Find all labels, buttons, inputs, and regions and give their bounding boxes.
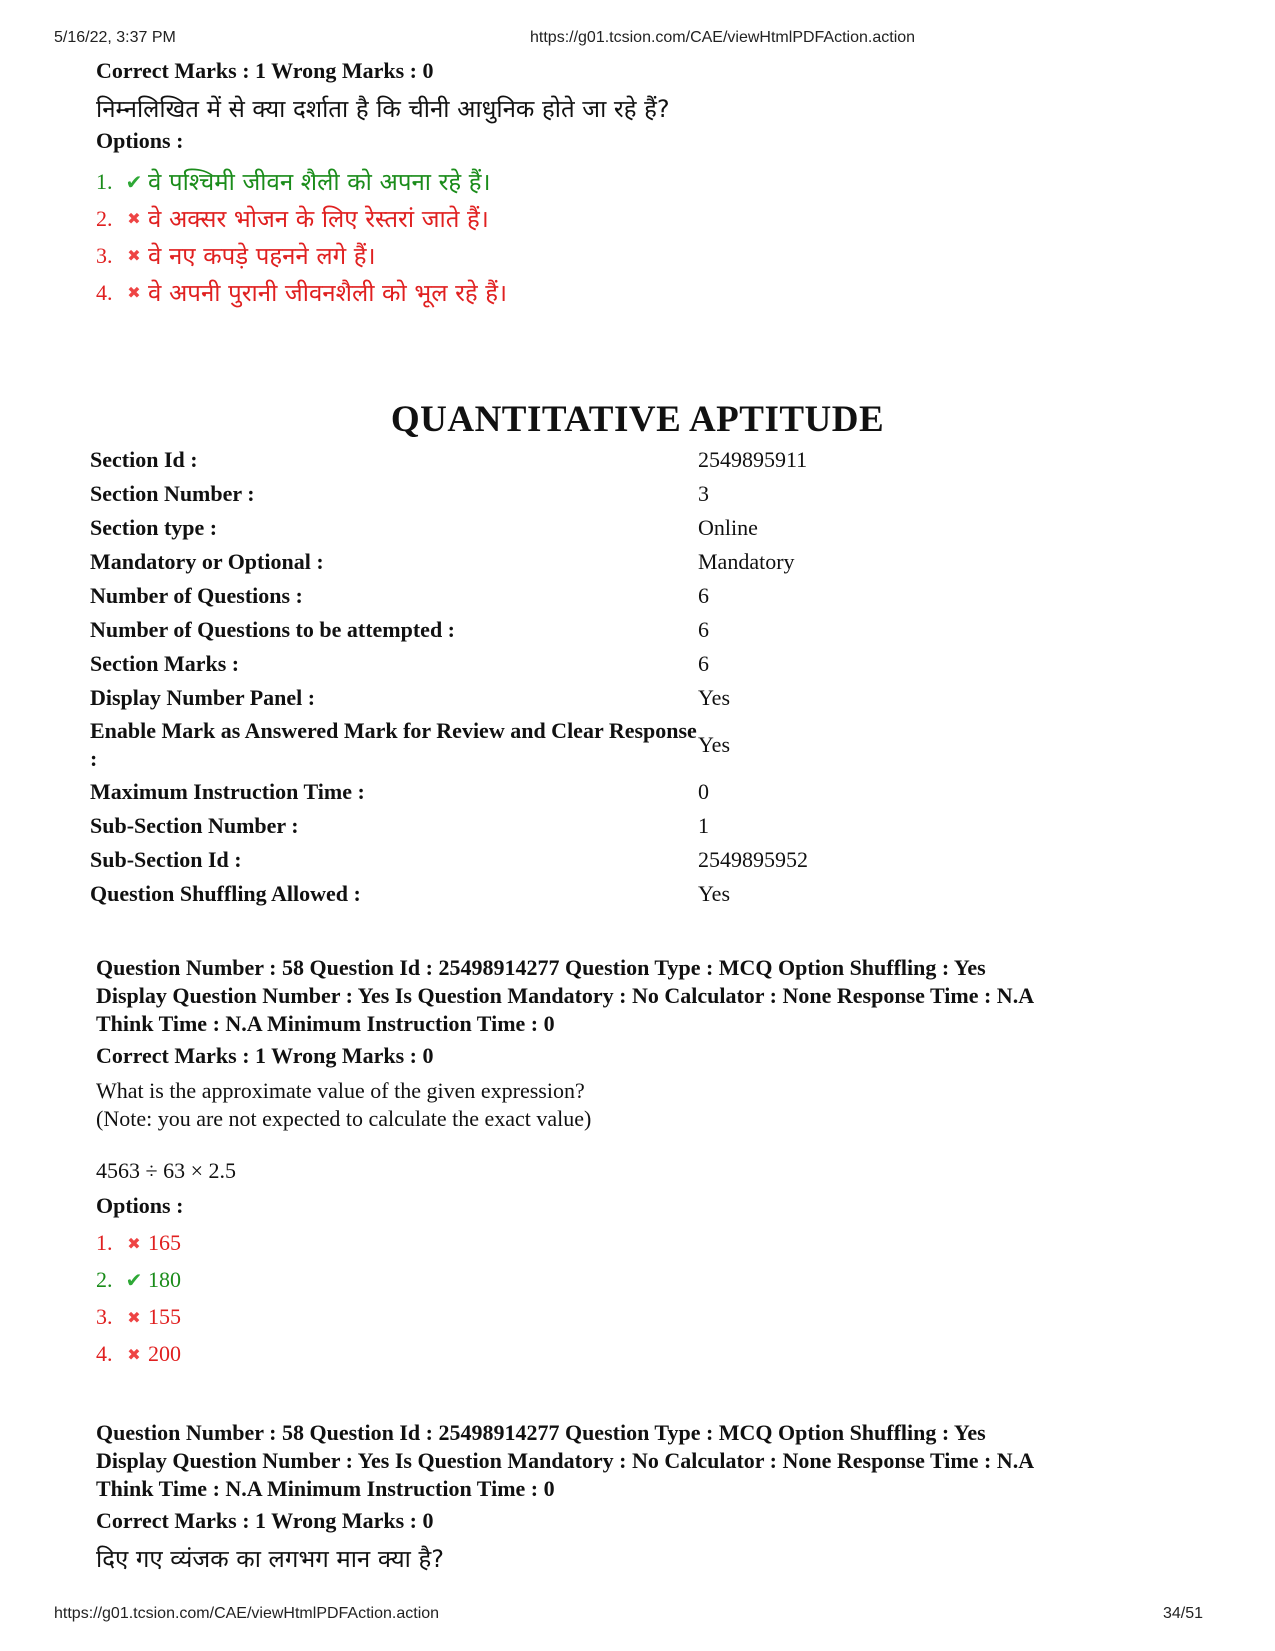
cross-icon: ✖ [127, 1233, 141, 1253]
question-marks: Correct Marks : 1 Wrong Marks : 0 [96, 1043, 434, 1068]
prev-options-label: Options : [96, 128, 184, 153]
check-icon: ✔ [125, 1268, 143, 1292]
question-meta [96, 954, 1034, 1038]
option-text: वे पश्चिमी जीवन शैली को अपना रहे हैं। [148, 168, 491, 196]
row-value: Yes [698, 881, 731, 906]
prev-question-text: निम्नलिखित में से क्या दर्शाता है कि चीनी आधुनिक होते जा रहे हैं? [96, 95, 670, 123]
prev-option-3 [96, 239, 376, 272]
row-value: 3 [698, 481, 709, 506]
question-text-line-2: (Note: you are not expected to calculate the exact value) [96, 1106, 592, 1131]
row-key: Number of Questions to be attempted : [90, 617, 456, 642]
table-row [90, 647, 808, 681]
question-meta-line-1: Question Number : 58 Question Id : 25498914277 Question Type : MCQ Option Shuffling : Yes [96, 1420, 986, 1445]
option-number: 1. [96, 168, 113, 194]
option-text: 180 [148, 1267, 181, 1292]
option-number: 4. [96, 1341, 113, 1366]
question-marks-hindi: Correct Marks : 1 Wrong Marks : 0 [96, 1508, 434, 1533]
option-text: 200 [148, 1341, 181, 1366]
table-row [90, 843, 808, 877]
table-row [90, 443, 808, 477]
print-datetime: 5/16/22, 3:37 PM [54, 29, 176, 46]
row-key: Enable Mark as Answered Mark for Review and Clear Response : [90, 718, 697, 771]
row-value: 2549895952 [698, 847, 808, 872]
section-info-table [90, 443, 808, 911]
options-label: Options : [96, 1193, 184, 1218]
question-expression: 4563 ÷ 63 × 2.5 [96, 1158, 236, 1183]
option-3 [96, 1304, 181, 1330]
row-value: 6 [698, 651, 709, 676]
row-value: Mandatory [698, 549, 795, 574]
question-meta-line-2: Display Question Number : Yes Is Question Mandatory : No Calculator : None Response Time : N.A [96, 1448, 1035, 1473]
table-row [90, 775, 808, 809]
option-text: 155 [148, 1304, 181, 1329]
prev-option-1 [96, 165, 491, 198]
option-number: 2. [96, 205, 113, 231]
option-4 [96, 1341, 181, 1367]
option-text: वे अक्सर भोजन के लिए रेस्तरां जाते हैं। [148, 205, 489, 233]
cross-icon: ✖ [127, 1344, 141, 1364]
option-number: 1. [96, 1230, 113, 1255]
question-meta-line-3: Think Time : N.A Minimum Instruction Time : 0 [96, 1011, 555, 1036]
question-meta-line-1: Question Number : 58 Question Id : 25498914277 Question Type : MCQ Option Shuffling : Yes [96, 955, 986, 980]
question-meta-line-2: Display Question Number : Yes Is Question Mandatory : No Calculator : None Response Time : N.A [96, 983, 1035, 1008]
option-text: वे नए कपड़े पहनने लगे हैं। [148, 242, 376, 270]
check-icon: ✔ [125, 169, 143, 194]
cross-icon: ✖ [127, 283, 141, 302]
row-value: Yes [698, 732, 731, 757]
prev-question-marks: Correct Marks : 1 Wrong Marks : 0 [96, 58, 434, 83]
row-value: 6 [698, 617, 709, 642]
table-row [90, 511, 808, 545]
table-row [90, 809, 808, 843]
option-number: 4. [96, 279, 113, 305]
option-text: 165 [148, 1230, 181, 1255]
cross-icon: ✖ [127, 209, 141, 228]
prev-option-2 [96, 202, 489, 235]
print-footer-url: https://g01.tcsion.com/CAE/viewHtmlPDFAction.action [54, 1605, 440, 1622]
row-value: Online [698, 515, 758, 540]
question-text [96, 1077, 591, 1133]
question-meta-hindi [96, 1419, 1034, 1503]
cross-icon: ✖ [127, 246, 141, 265]
row-key: Mandatory or Optional : [90, 549, 324, 574]
row-value: 6 [698, 583, 709, 608]
question-meta-line-3: Think Time : N.A Minimum Instruction Time : 0 [96, 1476, 555, 1501]
table-row [90, 545, 808, 579]
table-row [90, 613, 808, 647]
prev-option-4 [96, 276, 507, 309]
row-key: Section Marks : [90, 651, 240, 676]
row-key: Sub-Section Number : [90, 813, 299, 838]
row-key: Sub-Section Id : [90, 847, 242, 872]
option-number: 3. [96, 242, 113, 268]
option-number: 3. [96, 1304, 113, 1329]
option-2 [96, 1267, 181, 1293]
option-text: वे अपनी पुरानी जीवनशैली को भूल रहे हैं। [148, 279, 508, 307]
row-key: Display Number Panel : [90, 685, 316, 710]
table-row [90, 477, 808, 511]
row-key: Section Number : [90, 481, 255, 506]
option-1 [96, 1230, 181, 1256]
row-key: Number of Questions : [90, 583, 303, 608]
print-header-url: https://g01.tcsion.com/CAE/viewHtmlPDFAction.action [530, 29, 916, 46]
row-key: Section type : [90, 515, 218, 540]
cross-icon: ✖ [127, 1307, 141, 1327]
option-number: 2. [96, 1267, 113, 1292]
row-value: Yes [698, 685, 731, 710]
table-row [90, 877, 808, 911]
table-row [90, 579, 808, 613]
table-row [90, 715, 808, 775]
row-value: 2549895911 [698, 447, 808, 472]
row-key: Section Id : [90, 447, 198, 472]
row-value: 1 [698, 813, 709, 838]
question-text-line-1: What is the approximate value of the given expression? [96, 1078, 585, 1103]
section-title: QUANTITATIVE APTITUDE [390, 399, 885, 440]
question-text-hindi: दिए गए व्यंजक का लगभग मान क्या है? [96, 1545, 444, 1573]
row-value: 0 [698, 779, 709, 804]
page-number: 34/51 [1163, 1605, 1204, 1622]
row-key: Question Shuffling Allowed : [90, 881, 361, 906]
table-row [90, 681, 808, 715]
row-key: Maximum Instruction Time : [90, 779, 365, 804]
